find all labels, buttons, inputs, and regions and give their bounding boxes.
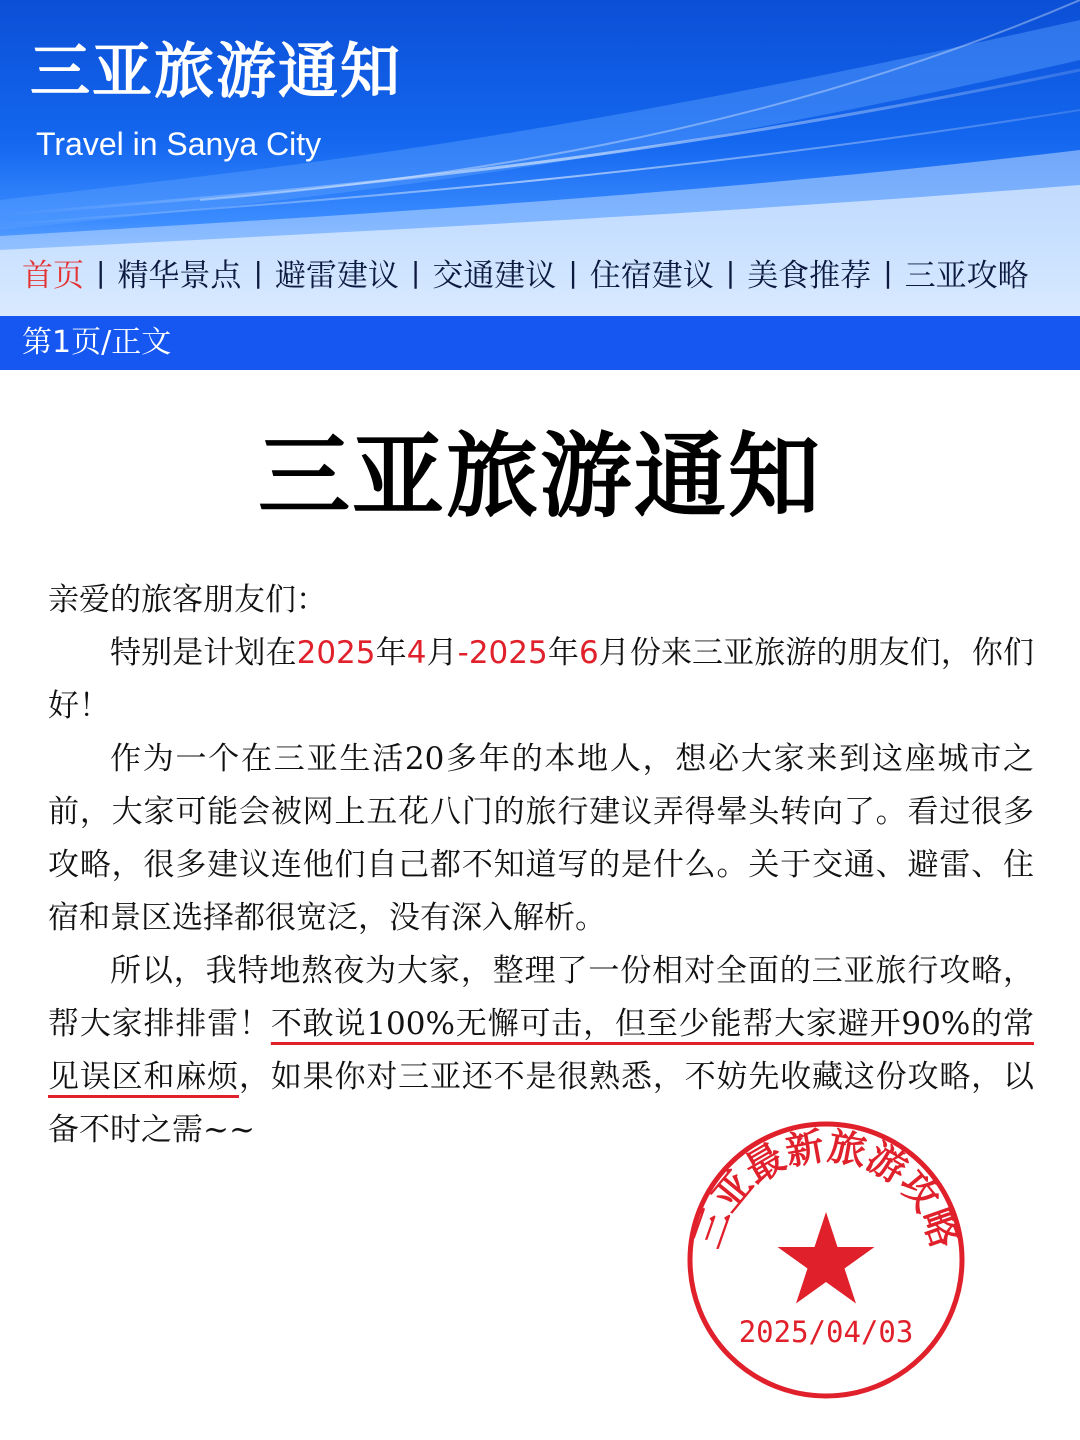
nav-separator: | (253, 255, 263, 289)
red-stamp (684, 1118, 968, 1402)
nav-item-home[interactable]: 首页 (22, 257, 84, 294)
p1-month: 6 (578, 635, 599, 671)
p1-text: 特别是计划在 (110, 635, 297, 671)
p1-text: 月份来三亚旅游的朋友们，你们好！ (48, 635, 1035, 724)
nav-item-food[interactable]: 美食推荐 (747, 257, 872, 294)
nav-item-guide[interactable]: 三亚攻略 (904, 257, 1029, 294)
p1-text: 年 (547, 635, 579, 671)
page-indicator-bar (0, 316, 1080, 370)
nav-item-transport[interactable]: 交通建议 (432, 257, 557, 294)
star-icon (778, 1212, 875, 1304)
nav-separator: | (96, 255, 106, 289)
banner-subtitle: Travel in Sanya City (36, 126, 322, 162)
p3-text: 所以，我特地熬夜为大家，整理了一份相对全面的三亚旅行攻略，帮大家排排雷！ (48, 953, 1034, 1042)
nav-separator: | (568, 255, 578, 289)
nav-item-attractions[interactable]: 精华景点 (117, 257, 242, 294)
page-indicator: 第1页/正文 (22, 325, 172, 360)
nav-item-pitfalls[interactable]: 避雷建议 (274, 257, 399, 294)
stamp-date: 2025/04/03 (738, 1315, 914, 1349)
greeting: 亲爱的旅客朋友们： (48, 582, 327, 618)
p3-underlined-text: 不敢说100%无懈可击，但至少能帮大家避开90%的常见误区和麻烦 (48, 1006, 1034, 1095)
nav-separator: | (725, 255, 736, 289)
banner-title: 三亚旅游通知 (30, 37, 402, 107)
nav-separator: | (410, 255, 421, 289)
p1-year: 2025 (296, 635, 376, 671)
paragraph-2: 作为一个在三亚生活20多年的本地人，想必大家来到这座城市之前，大家可能会被网上五花八门的旅行建议弄得晕头转向了。看过很多攻略，很多建议连他们自己都不知道写的是什么。关于交通、避雷、住宿和景区选择都很宽泛，没有深入解析。 (48, 741, 1034, 936)
nav-item-accommodation[interactable]: 住宿建议 (589, 257, 714, 294)
stamp-arc-text: 三亚最新旅游攻略 (684, 1122, 968, 1254)
p1-year: -2025 (457, 635, 548, 671)
document-body (48, 574, 1034, 1157)
p1-text: 月 (426, 635, 458, 671)
p3-text: ，如果你对三亚还不是很熟悉，不妨先收藏这份攻略，以备不时之需~~ (48, 1059, 1034, 1148)
document-title: 三亚旅游通知 (257, 423, 822, 530)
p1-text: 年 (375, 635, 407, 671)
header-banner (0, 0, 1080, 316)
nav-bar (22, 248, 1029, 296)
p1-month: 4 (406, 635, 427, 671)
paragraph-1 (48, 627, 1034, 733)
nav-separator: | (883, 255, 893, 289)
